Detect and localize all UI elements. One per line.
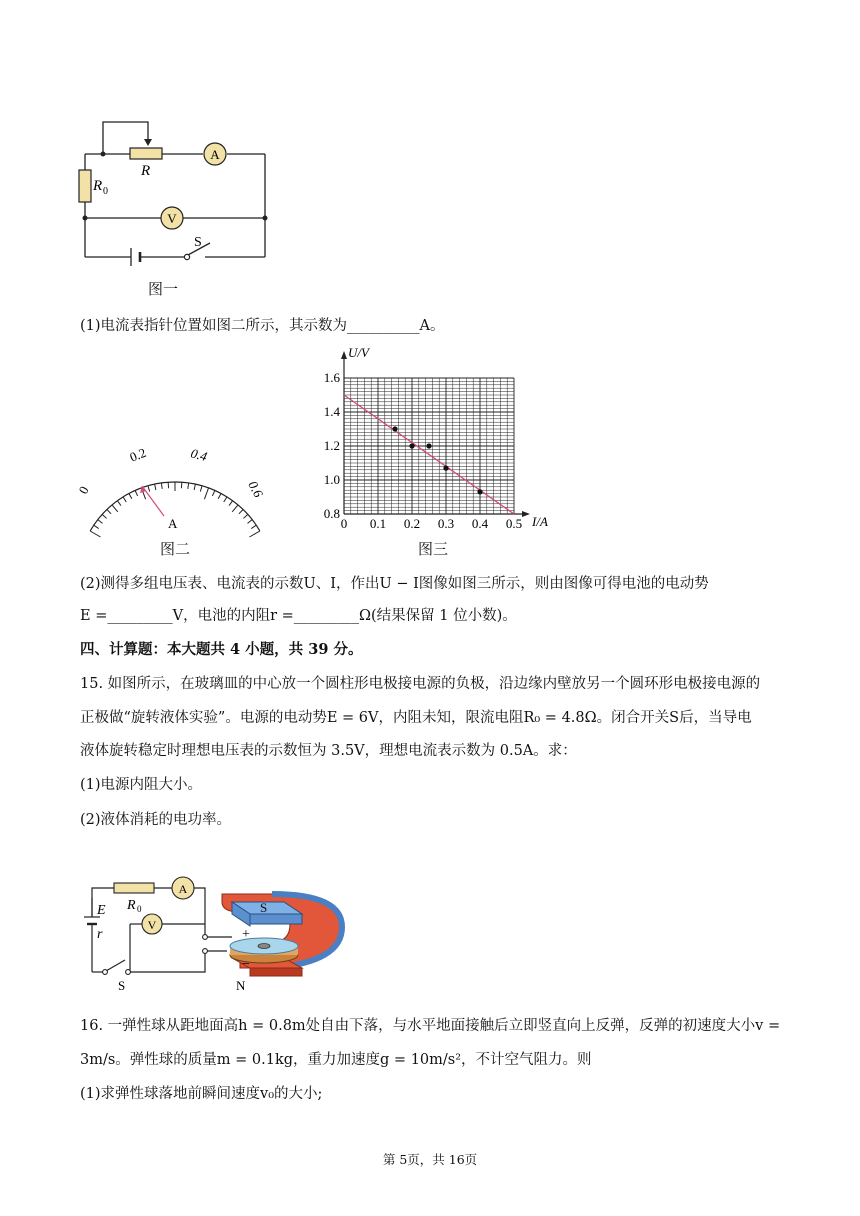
- y-axis-label: U/V: [348, 345, 369, 360]
- question-15-line-3: 液体旋转稳定时理想电压表的示数恒为 3.5V，理想电流表示数为 0.5A。求：: [80, 743, 577, 759]
- switch-label: S: [194, 235, 202, 250]
- y-tick-label-0: 1.6: [323, 370, 340, 385]
- x-tick-label-4: 0.4: [471, 516, 489, 531]
- data-point-3: [443, 466, 448, 471]
- x-tick-label-5: 0.5: [505, 516, 523, 531]
- fig4-switch-label: S: [118, 978, 126, 993]
- fig4-voltmeter-label: V: [147, 918, 157, 932]
- magnet-south-label: S: [260, 900, 268, 915]
- magnet-north-label: N: [236, 978, 246, 993]
- dial-tick-0.2: 0.2: [127, 444, 149, 465]
- fig4-ammeter-label: A: [178, 882, 188, 896]
- figure-3-caption: 图三: [418, 540, 449, 558]
- x-tick-label-0: 0: [340, 516, 348, 531]
- y-tick-label-4: 0.8: [323, 506, 340, 521]
- r0-label: R: [93, 178, 103, 194]
- emf-label: E: [97, 903, 106, 918]
- plus-electrode-label: +: [242, 927, 250, 942]
- question-2-line-2: E =_________V，电池的内阻r =_________Ω(结果保留 1 位小数)。: [80, 608, 517, 624]
- question-1: (1)电流表指针位置如图二所示，其示数为__________A。: [80, 318, 445, 334]
- x-axis-label: I/A: [532, 514, 548, 529]
- r0-resistor-label: R: [127, 898, 136, 913]
- question-15-line-1: 15. 如图所示，在玻璃皿的中心放一个圆柱形电极接电源的负极，沿边缘内壁放另一个圆环形电极接电源的: [80, 676, 761, 692]
- data-point-1: [409, 443, 414, 448]
- x-tick-label-2: 0.2: [403, 516, 421, 531]
- question-16-line-1: 16. 一弹性球从距地面高h = 0.8m处自由下落，与水平地面接触后立即竖直向上反弹，反弹的初速度大小v =: [80, 1018, 781, 1034]
- question-15-sub-2: (2)液体消耗的电功率。: [80, 812, 232, 828]
- r0-subscript: 0: [103, 186, 108, 197]
- dial-tick-0.4: 0.4: [189, 445, 209, 465]
- minus-electrode-label: −: [242, 957, 250, 972]
- y-tick-label-2: 1.2: [323, 438, 340, 453]
- question-2-line-1: (2)测得多组电压表、电流表的示数U、I，作出U − I图像如图三所示，则由图像可得电池的电动势: [80, 576, 709, 592]
- x-tick-label-3: 0.3: [437, 516, 455, 531]
- data-point-2: [426, 443, 431, 448]
- question-15-line-2: 正极做“旋转液体实验”。电源的电动势E = 6V，内阻未知，限流电阻R₀ = 4.8Ω。闭合开关S后，当导电: [80, 710, 752, 726]
- section-4-heading: 四、计算题：本大题共 4 小题，共 39 分。: [80, 641, 363, 658]
- figure-2-caption: 图二: [160, 540, 191, 558]
- page-footer: 第 5页，共 16页: [382, 1152, 478, 1167]
- voltmeter-label: V: [167, 211, 177, 226]
- ammeter-label: A: [210, 147, 220, 162]
- question-16-sub-1: (1)求弹性球落地前瞬间速度v₀的大小;: [80, 1086, 323, 1102]
- dial-tick-0: 0: [75, 483, 92, 497]
- data-point-4: [477, 489, 482, 494]
- internal-resistance-label: r: [97, 927, 103, 942]
- question-15-sub-1: (1)电源内阻大小。: [80, 777, 203, 793]
- y-tick-label-3: 1.0: [323, 472, 340, 487]
- question-16-line-2: 3m/s。弹性球的质量m = 0.1kg，重力加速度g = 10m/s²，不计空气阻力。则: [80, 1052, 592, 1068]
- figure-2-ammeter-dial: [70, 430, 280, 540]
- r0-resistor-subscript: 0: [137, 904, 142, 914]
- x-tick-label-1: 0.1: [369, 516, 387, 531]
- data-point-0: [392, 426, 397, 431]
- dial-tick-0.6: 0.6: [245, 478, 267, 500]
- dial-unit: A: [168, 516, 178, 531]
- figure-1-circuit: [70, 112, 280, 272]
- y-tick-label-1: 1.4: [323, 404, 340, 419]
- figure-4-rotating-liquid: [72, 872, 362, 997]
- figure-1-caption: 图一: [148, 280, 179, 298]
- rheostat-label: R: [141, 163, 151, 179]
- figure-3-ui-graph: [310, 345, 570, 535]
